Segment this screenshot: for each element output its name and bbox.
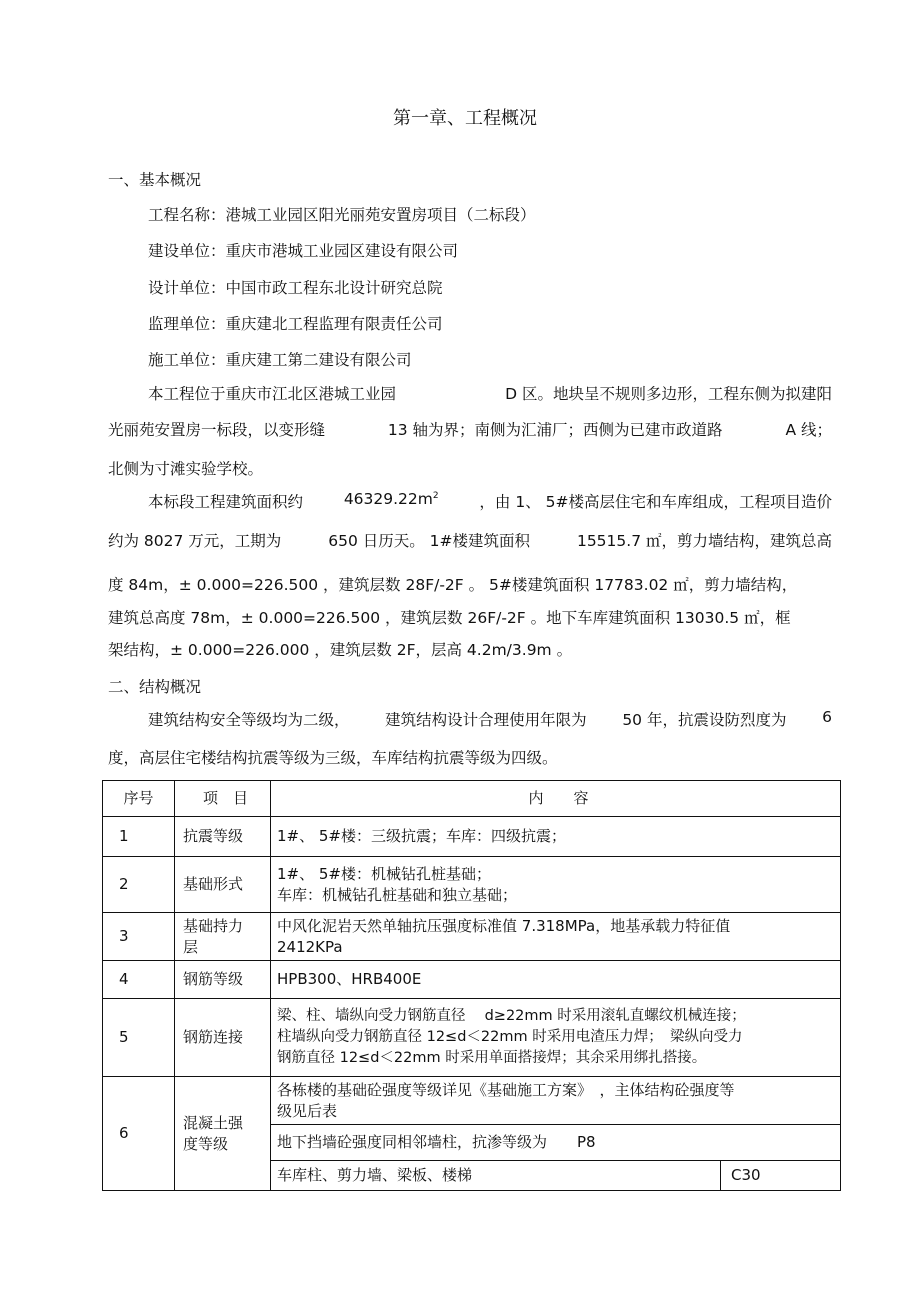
area-line-4: 建筑总高度 78m，± 0.000=226.500 ，建筑层数 26F/-2F 。地下车库建筑面积 13030.5 ㎡，框: [108, 609, 791, 627]
area-text: 650 日历天。 1#楼建筑面积: [328, 532, 531, 550]
structure-text: 建筑结构设计合理使用年限为: [385, 711, 587, 729]
location-line-1: [148, 382, 832, 404]
content-line: 钢筋直径 12≤d＜22mm 时采用单面搭接焊；其余采用绑扎搭接。: [277, 1050, 707, 1066]
row-content: [271, 913, 841, 961]
structure-line-1: [148, 708, 832, 730]
row-content: [271, 1077, 841, 1125]
structure-line-2: 度，高层住宅楼结构抗震等级为三级，车库结构抗震等级为四级。: [108, 749, 558, 767]
row-content: [271, 999, 841, 1077]
location-text: A 线；: [785, 421, 832, 439]
content-line: 柱墙纵向受力钢筋直径 12≤d＜22mm 时采用电渣压力焊； 梁纵向受力: [277, 1029, 743, 1045]
row-no: 3: [103, 913, 175, 961]
content-line: 梁、柱、墙纵向受力钢筋直径 d≥22mm 时采用滚轧直螺纹机械连接；: [277, 1008, 746, 1024]
structure-text: 6: [822, 708, 832, 726]
row-no: 4: [103, 961, 175, 999]
table-row: [103, 961, 841, 999]
area-text: 本标段工程建筑面积约: [148, 493, 304, 511]
table-row: [103, 817, 841, 857]
table-row: [103, 999, 841, 1077]
area-line-1: [148, 490, 832, 512]
item-line: 度等级: [183, 1134, 229, 1153]
row-item: 钢筋连接: [175, 999, 271, 1077]
row-content: 车库柱、剪力墙、梁板、楼梯: [271, 1161, 721, 1191]
location-text: 13 轴为界；南侧为汇浦厂；西侧为已建市政道路: [387, 421, 723, 439]
content-line: 各栋楼的基础砼强度等级详见《基础施工方案》 ，主体结构砼强度等: [277, 1080, 735, 1099]
content-line: 1#、 5#楼：机械钻孔桩基础；: [277, 864, 491, 883]
designer-unit: 设计单位：中国市政工程东北设计研究总院: [148, 279, 443, 297]
content-line: 车库：机械钻孔桩基础和独立基础；: [277, 885, 518, 904]
row-content: 1#、 5#楼：三级抗震；车库：四级抗震；: [271, 817, 841, 857]
content-line: 级见后表: [277, 1101, 338, 1120]
area-text: ，由 1、 5#楼高层住宅和车库组成，工程项目造价: [479, 493, 832, 511]
structure-text: 50 年，抗震设防烈度为: [622, 711, 787, 729]
item-line: 层: [183, 937, 199, 956]
area-line-2: [108, 529, 832, 551]
row-content: 地下挡墙砼强度同相邻墙柱，抗渗等级为 P8: [271, 1125, 841, 1161]
row-content: HPB300、HRB400E: [271, 961, 841, 999]
table-header-row: [103, 781, 841, 817]
header-item: 项 目: [175, 781, 271, 817]
section-heading-basic: 一、基本概况: [108, 171, 202, 189]
chapter-title: 第一章、工程概况: [393, 108, 537, 129]
total-area: $46329.22m^2$: [343, 490, 439, 508]
location-text: 光丽苑安置房一标段，以变形缝: [108, 421, 326, 439]
section-heading-structure: 二、结构概况: [108, 678, 202, 696]
row-item: 钢筋等级: [175, 961, 271, 999]
project-name: 工程名称：港城工业园区阳光丽苑安置房项目（二标段）: [148, 206, 536, 224]
builder-unit: 建设单位：重庆市港城工业园区建设有限公司: [148, 242, 459, 260]
header-no: 序号: [103, 781, 175, 817]
location-text: 本工程位于重庆市江北区港城工业园: [148, 385, 397, 403]
table-row: [103, 857, 841, 913]
item-line: 基础持力: [183, 916, 244, 935]
location-line-3: 北侧为寸滩实验学校。: [108, 460, 264, 478]
content-line: 中风化泥岩天然单轴抗压强度标准值 7.318MPa，地基承载力特征值: [277, 916, 731, 935]
area-line-5: 架结构，± 0.000=226.000 ，建筑层数 2F，层高 4.2m/3.9m 。: [108, 641, 573, 659]
content-line: 2412KPa: [277, 937, 343, 956]
area-text: 约为 8027 万元，工期为: [108, 532, 282, 550]
header-content: 内 容: [271, 781, 841, 817]
row-item: [175, 913, 271, 961]
row-item: [175, 1077, 271, 1191]
row-no: 1: [103, 817, 175, 857]
location-line-2: [108, 418, 832, 440]
structure-table: [102, 780, 841, 1191]
area-text: 15515.7 ㎡，剪力墙结构，建筑总高: [576, 532, 832, 550]
row-content: [271, 857, 841, 913]
row-no: 6: [103, 1077, 175, 1191]
table-row: [103, 913, 841, 961]
item-line: 混凝土强: [183, 1113, 244, 1132]
area-line-3: 度 84m，± 0.000=226.500 ，建筑层数 28F/-2F 。 5#楼建筑面积 17783.02 ㎡，剪力墙结构，: [108, 576, 798, 594]
location-text: D 区。地块呈不规则多边形，工程东侧为拟建阳: [505, 385, 832, 403]
row-item: 基础形式: [175, 857, 271, 913]
row-no: 2: [103, 857, 175, 913]
contractor-unit: 施工单位：重庆建工第二建设有限公司: [148, 351, 412, 369]
table-row: [103, 1077, 841, 1125]
row-no: 5: [103, 999, 175, 1077]
row-value: C30: [721, 1161, 841, 1191]
supervisor-unit: 监理单位：重庆建北工程监理有限责任公司: [148, 315, 443, 333]
structure-text: 建筑结构安全等级均为二级，: [148, 711, 350, 729]
row-item: 抗震等级: [175, 817, 271, 857]
